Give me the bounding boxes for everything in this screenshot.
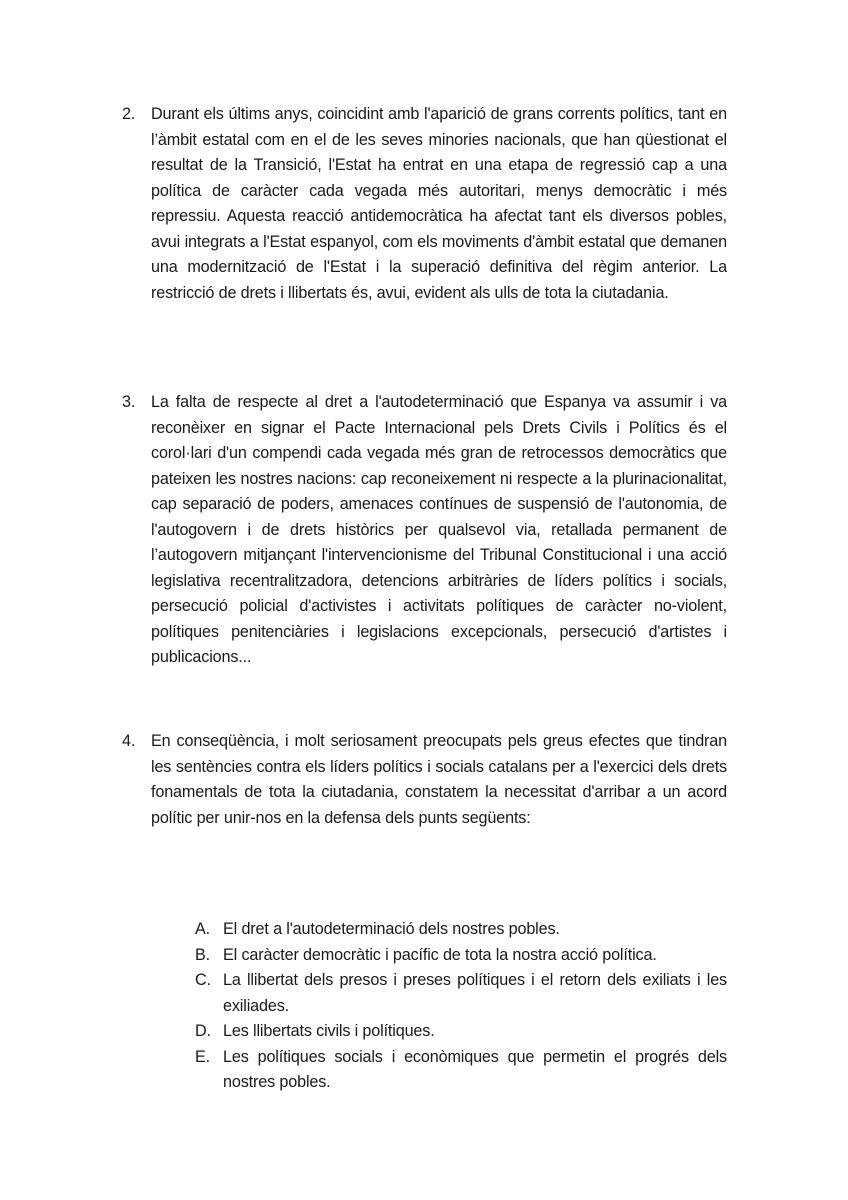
paragraph-3	[122, 390, 727, 671]
list-item-letter: A.	[195, 920, 210, 938]
list-item-text: Les llibertats civils i polítiques.	[223, 1022, 435, 1040]
list-item	[195, 1045, 727, 1096]
list-item-text: El dret a l'autodeterminació dels nostres pobles.	[223, 920, 560, 938]
list-item-text: La llibertat dels presos i preses polítiques i el retorn dels exiliats i les exiliades.	[223, 971, 727, 1015]
paragraph-2	[122, 102, 727, 306]
list-item-letter: B.	[195, 945, 210, 964]
list-item-text: Les polítiques socials i econòmiques que permetin el progrés dels nostres pobles.	[223, 1047, 727, 1091]
points-list	[195, 917, 727, 1096]
list-item-letter: D.	[195, 1022, 211, 1040]
paragraph-text: La falta de respecte al dret a l'autodeterminació que Espanya va assumir i va reconèixer en signar el Pacte Internacional pels Drets Civils i Polítics és el corol·lari d'un compendi cada vegada més gran de retrocessos democràtics que pateixen les nostres nacions: cap reconeixement ni respecte a la plurinacionalitat, cap separació de poders, amenaces contínues de suspensió de l'autonomia, de l'autogovern i de drets històrics per qualsevol via, retallada permanent de l’autogovern mitjançant l'intervencionisme del Tribunal Constitucional i una acció legislativa recentralitzadora, detencions arbitràries de líders polítics i socials, persecució policial d'activistes i activitats polítiques de caràcter no-violent, polítiques penitenciàries i legislacions excepcionals, persecució d'artistes i publicacions...	[151, 393, 727, 666]
paragraph-number: 2.	[122, 105, 136, 123]
paragraph-number: 4.	[122, 732, 136, 750]
list-item-letter: C.	[195, 971, 211, 989]
list-item	[195, 1019, 727, 1045]
paragraph-4	[122, 729, 727, 831]
list-item	[195, 917, 727, 943]
list-item-text: El caràcter democràtic i pacífic de tota la nostra acció política.	[223, 945, 657, 964]
paragraph-text: Durant els últims anys, coincidint amb l'aparició de grans corrents polítics, tant en l’àmbit estatal com en el de les seves minories nacionals, que han qüestionat el resultat de la Transició, l'Estat ha entrat en una etapa de regressió cap a una política de caràcter cada vegada més autoritari, menys democràtic i més repressiu. Aquesta reacció antidemocràtica ha afectat tant els diversos pobles, avui integrats a l'Estat espanyol, com els moviments d'àmbit estatal que demanen una modernització de l'Estat i la superació definitiva del règim anterior. La restricció de drets i llibertats és, avui, evident als ulls de tota la ciutadania.	[151, 105, 727, 302]
paragraph-number: 3.	[122, 393, 136, 411]
list-item-letter: E.	[195, 1047, 210, 1066]
list-item	[195, 968, 727, 1019]
list-item	[195, 943, 727, 969]
paragraph-text: En conseqüència, i molt seriosament preocupats pels greus efectes que tindran les sentències contra els líders polítics i socials catalans per a l'exercici dels drets fonamentals de tota la ciutadania, constatem la necessitat d'arribar a un acord polític per unir-nos en la defensa dels punts següents:	[151, 732, 727, 827]
